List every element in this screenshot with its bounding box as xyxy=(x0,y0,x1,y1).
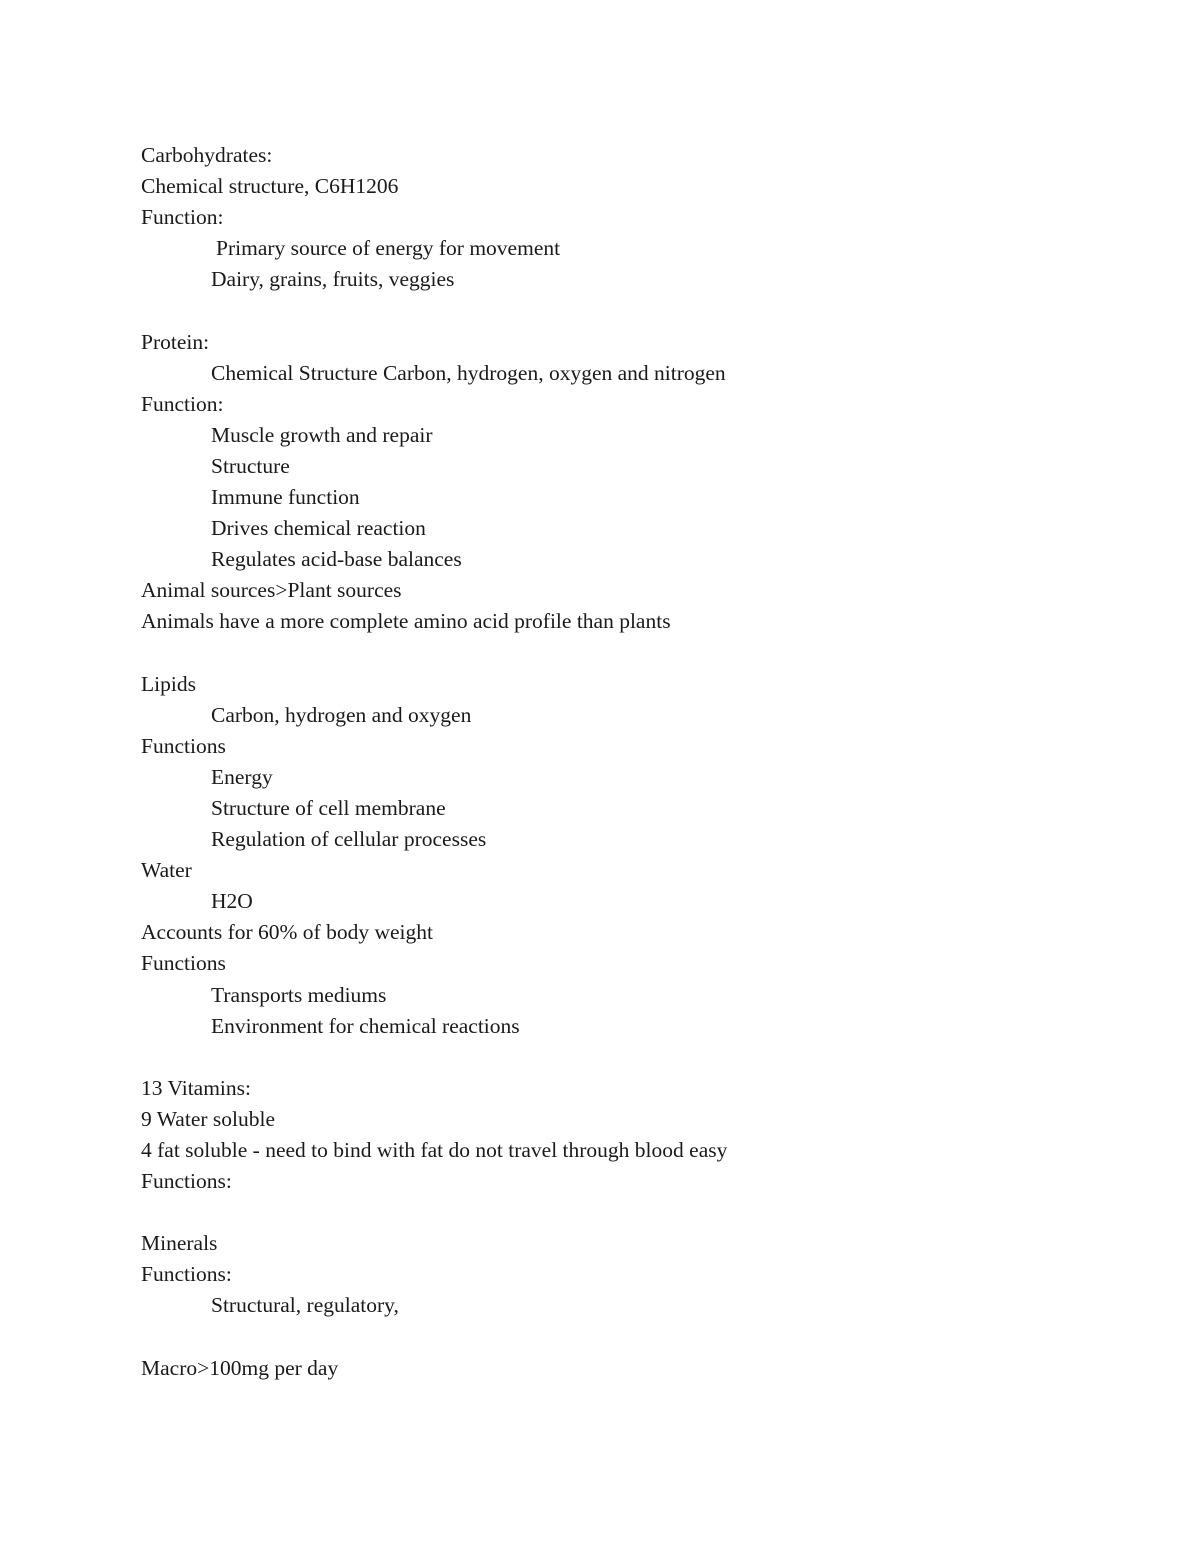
protein-function-item: Regulates acid-base balances xyxy=(211,547,462,572)
protein-function-item: Structure xyxy=(211,453,290,478)
carbohydrates-heading: Carbohydrates: xyxy=(141,143,273,167)
spacer xyxy=(141,295,1141,326)
lipids-heading: Lipids xyxy=(141,671,196,696)
spacer xyxy=(141,1197,1141,1228)
water-note: Accounts for 60% of body weight xyxy=(141,920,433,945)
protein-heading: Protein: xyxy=(141,329,210,354)
vitamins-water-soluble: 9 Water soluble xyxy=(141,1106,276,1131)
water-structure: H2O xyxy=(211,889,253,914)
spacer xyxy=(141,638,1141,669)
vitamins-function-label: Functions: xyxy=(141,1169,232,1194)
minerals-function-label: Functions: xyxy=(141,1262,232,1287)
water-function-item: Transports mediums xyxy=(211,982,387,1007)
carbohydrates-function-item: Dairy, grains, fruits, veggies xyxy=(211,267,455,292)
protein-note: Animals have a more complete amino acid profile than plants xyxy=(141,609,671,634)
carbohydrates-function-item: Primary source of energy for movement xyxy=(216,236,561,261)
lipids-function-label: Functions xyxy=(141,733,226,758)
protein-note: Animal sources>Plant sources xyxy=(141,578,402,603)
protein-function-item: Immune function xyxy=(211,485,360,510)
protein-function-item: Muscle growth and repair xyxy=(211,422,433,447)
minerals-macro: Macro>100mg per day xyxy=(141,1355,339,1380)
vitamins-fat-soluble: 4 fat soluble - need to bind with fat do not travel through blood easy xyxy=(141,1138,728,1162)
carbohydrates-function-label: Function: xyxy=(141,205,224,230)
water-function-label: Functions xyxy=(141,951,226,976)
lipids-function-item: Structure of cell membrane xyxy=(211,795,446,820)
protein-structure: Chemical Structure Carbon, hydrogen, oxygen and nitrogen xyxy=(211,360,726,385)
spacer xyxy=(141,1322,1141,1353)
lipids-function-item: Energy xyxy=(211,764,273,789)
minerals-function-item: Structural, regulatory, xyxy=(211,1293,399,1318)
protein-function-label: Function: xyxy=(141,391,224,416)
protein-function-item: Drives chemical reaction xyxy=(211,516,426,541)
minerals-heading: Minerals xyxy=(141,1231,218,1256)
document-body xyxy=(141,140,1141,1384)
carbohydrates-structure: Chemical structure, C6H1206 xyxy=(141,174,399,199)
lipids-function-item: Regulation of cellular processes xyxy=(211,827,487,852)
spacer xyxy=(141,1042,1141,1073)
water-heading: Water xyxy=(141,858,192,883)
lipids-structure: Carbon, hydrogen and oxygen xyxy=(211,702,472,727)
vitamins-heading: 13 Vitamins: xyxy=(141,1075,251,1100)
water-function-item: Environment for chemical reactions xyxy=(211,1013,520,1038)
